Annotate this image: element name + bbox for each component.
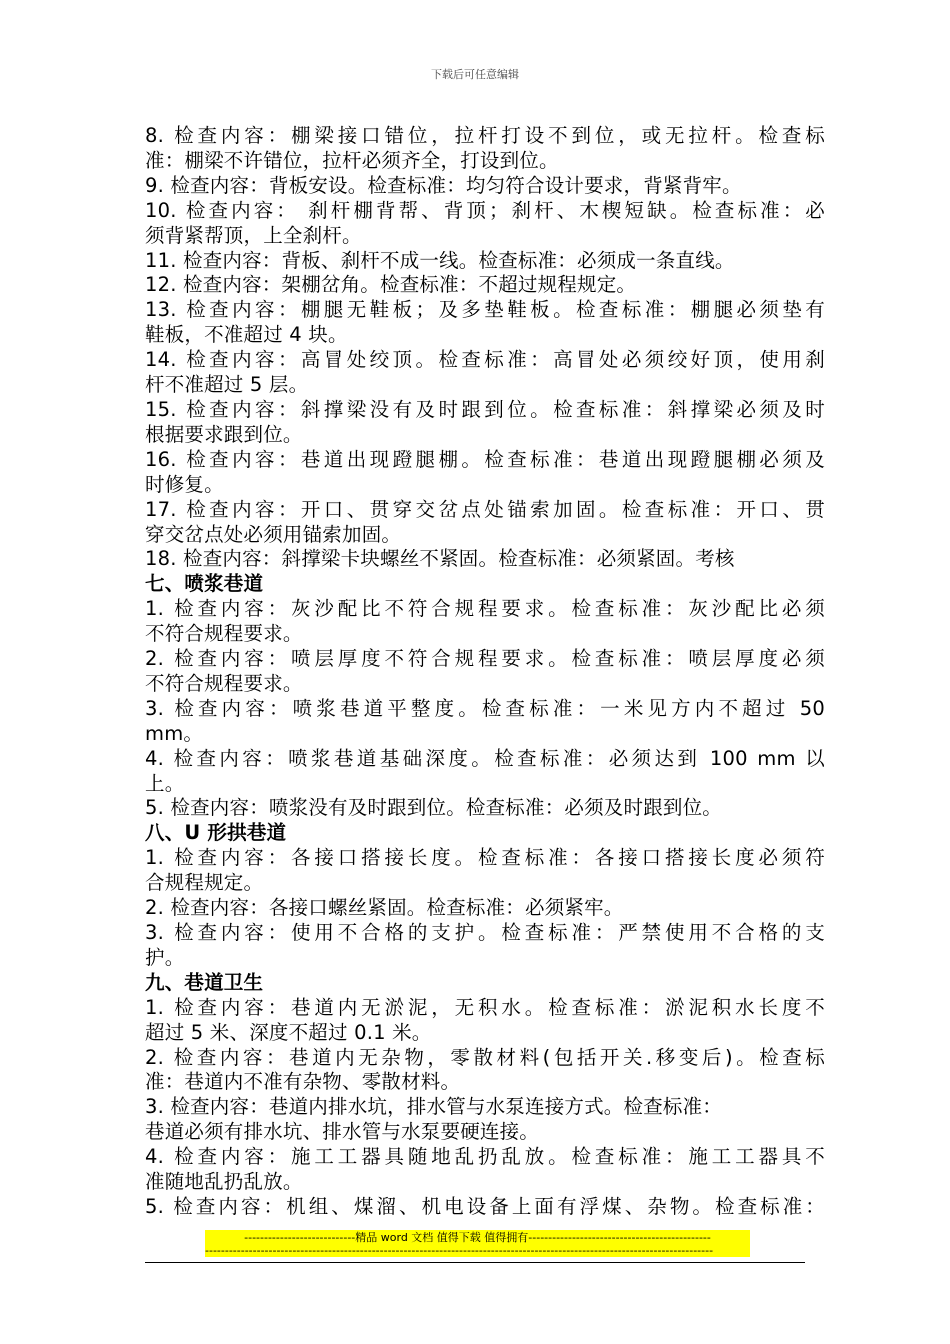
text-line: 12. 检查内容：架棚岔角。检查标准：不超过规程规定。 <box>145 273 637 297</box>
text-line: 穿交岔点处必须用锚索加固。 <box>145 522 402 546</box>
text-line: 不符合规程要求。 <box>145 671 303 695</box>
text-line: 须背紧帮顶，上全刹杆。 <box>145 223 362 247</box>
section-heading: 八、U 形拱巷道 <box>145 821 287 845</box>
footer-rule <box>145 1262 805 1263</box>
text-line: 3. 检查内容：使用不合格的支护。检查标准：严禁使用不合格的支 <box>145 921 825 944</box>
document-body <box>145 124 825 1220</box>
text-line: 准随地乱扔乱放。 <box>145 1170 303 1194</box>
section-heading: 七、喷浆巷道 <box>145 572 264 596</box>
text-line: 14. 检查内容：高冒处绞顶。检查标准：高冒处必须绞好顶，使用刹 <box>145 348 825 372</box>
footer-banner: ----------------------------精品 word 文档 值得下载 值得拥有---------------------------------------------- <box>205 1230 750 1245</box>
text-line: 超过 5 米、深度不超过 0.1 米。 <box>145 1020 432 1044</box>
text-line: 1. 检查内容：灰沙配比不符合规程要求。检查标准：灰沙配比必须 <box>145 597 825 621</box>
page-footer <box>205 1230 750 1257</box>
text-line: 2. 检查内容：各接口螺丝紧固。检查标准：必须紧牢。 <box>145 896 624 920</box>
text-line: 鞋板，不准超过 4 块。 <box>145 323 348 347</box>
text-line: 准：棚梁不许错位，拉杆必须齐全，打设到位。 <box>145 148 559 172</box>
text-line: 16. 检查内容：巷道出现蹬腿棚。检查标准：巷道出现蹬腿棚必须及 <box>145 447 825 471</box>
text-line: 巷道必须有排水坑、排水管与水泵要硬连接。 <box>145 1120 540 1144</box>
text-line: 1. 检查内容：各接口搭接长度。检查标准：各接口搭接长度必须符 <box>145 846 825 870</box>
text-line: 4. 检查内容：施工工器具随地乱扔乱放。检查标准：施工工器具不 <box>145 1145 825 1169</box>
text-line: 护。 <box>145 945 185 969</box>
text-line: 5. 检查内容：喷浆没有及时跟到位。检查标准：必须及时跟到位。 <box>145 796 723 820</box>
page-header: 下载后可任意编辑 <box>431 68 519 81</box>
text-line: 杆不准超过 5 层。 <box>145 373 309 397</box>
text-line: 不符合规程要求。 <box>145 622 303 646</box>
text-line: 合规程规定。 <box>145 871 264 895</box>
text-line: 9. 检查内容：背板安设。检查标准：均匀符合设计要求，背紧背牢。 <box>145 173 742 197</box>
text-line: 时修复。 <box>145 472 224 496</box>
section-heading: 九、巷道卫生 <box>145 970 264 994</box>
text-line: 3. 检查内容：喷浆巷道平整度。检查标准：一米见方内不超过 50 <box>145 696 825 720</box>
footer-banner-dashes: -------------------------------------------------------------------------------------------------------------------------------- <box>205 1245 750 1257</box>
text-line: 11. 检查内容：背板、刹杆不成一线。检查标准：必须成一条直线。 <box>145 248 735 272</box>
text-line: 13. 检查内容：棚腿无鞋板；及多垫鞋板。检查标准：棚腿必须垫有 <box>145 298 825 322</box>
text-line: 准：巷道内不准有杂物、零散材料。 <box>145 1070 461 1094</box>
text-line: 8. 检查内容：棚梁接口错位，拉杆打设不到位，或无拉杆。检查标 <box>145 124 825 147</box>
text-line: 4. 检查内容：喷浆巷道基础深度。检查标准：必须达到 100 mm 以 <box>145 746 825 770</box>
text-line: 3. 检查内容：巷道内排水坑，排水管与水泵连接方式。检查标准： <box>145 1095 723 1119</box>
text-line: 18. 检查内容：斜撑梁卡块螺丝不紧固。检查标准：必须紧固。考核 <box>145 547 735 571</box>
text-line: 上。 <box>145 771 185 795</box>
text-line: mm。 <box>145 721 204 745</box>
text-line: 根据要求跟到位。 <box>145 422 303 446</box>
text-line: 1. 检查内容：巷道内无淤泥，无积水。检查标准：淤泥积水长度不 <box>145 995 825 1019</box>
text-line: 15. 检查内容：斜撑梁没有及时跟到位。检查标准：斜撑梁必须及时 <box>145 397 825 421</box>
text-line: 2. 检查内容：巷道内无杂物，零散材料(包括开关.移变后)。检查标 <box>145 1045 825 1069</box>
text-line: 2. 检查内容：喷层厚度不符合规程要求。检查标准：喷层厚度必须 <box>145 647 825 671</box>
text-line: 10. 检查内容： 刹杆棚背帮、背顶；刹杆、木楔短缺。检查标准：必 <box>145 198 825 222</box>
text-line: 5. 检查内容：机组、煤溜、机电设备上面有浮煤、杂物。检查标准： <box>145 1194 825 1218</box>
text-line: 17. 检查内容：开口、贯穿交岔点处锚索加固。检查标准：开口、贯 <box>145 497 825 521</box>
